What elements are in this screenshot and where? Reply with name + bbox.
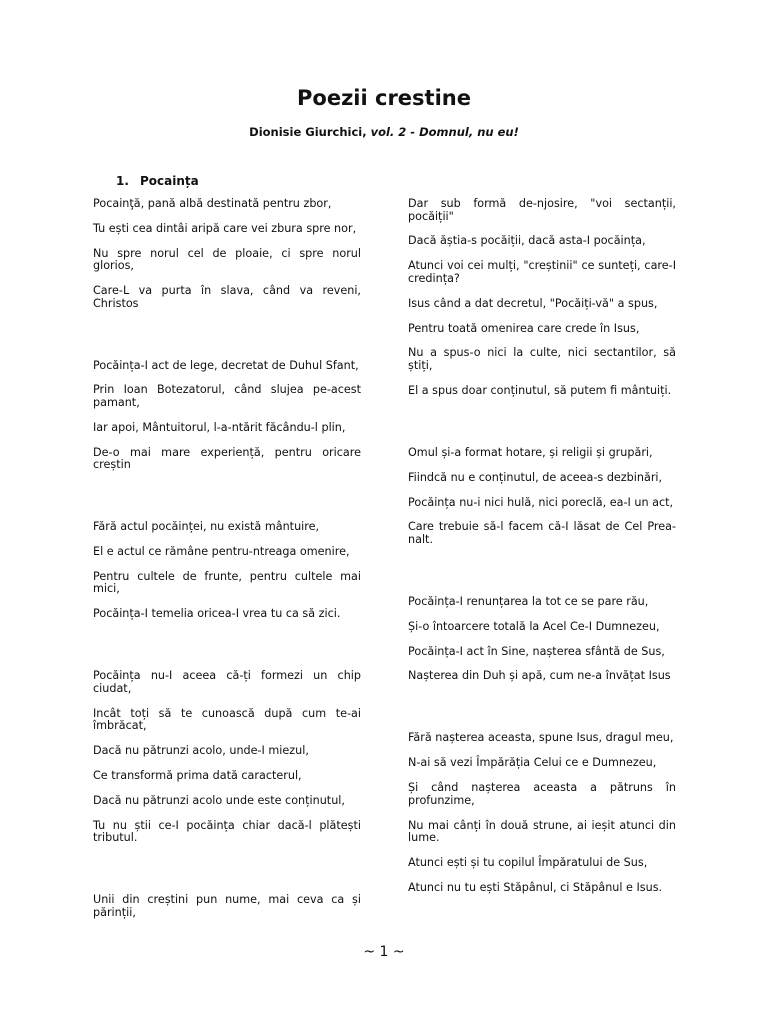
stanza-spacer <box>93 857 361 894</box>
verse-line: Fiindcă nu e conținutul, de aceea-s dezbinări, <box>408 470 663 484</box>
verse-line: Și când nașterea aceasta a pătruns în profunzime, <box>408 781 676 807</box>
section-heading <box>116 174 199 188</box>
stanza <box>408 198 676 397</box>
verse-line: Care-L va purta în slava, când va reveni, Christos <box>93 284 361 310</box>
verse-line: Pocăința nu-I aceea că-ți formezi un chip ciudat, <box>93 669 361 695</box>
stanza <box>93 894 361 919</box>
stanza-spacer <box>408 559 676 596</box>
stanza-spacer <box>93 633 361 670</box>
left-column <box>93 198 361 931</box>
stanza-spacer <box>408 695 676 732</box>
verse-line: De-o mai mare experiență, pentru oricare creștin <box>93 445 361 472</box>
verse-line: Dacă ăștia-s pocăiții, dacă asta-I pocăința, <box>408 234 646 248</box>
verse-line: Omul și-a format hotare, și religii și grupări, <box>408 445 653 459</box>
stanza <box>408 596 676 683</box>
verse-line: Dacă nu pătrunzi acolo, unde-I miezul, <box>93 743 309 757</box>
verse-line: Atunci ești și tu copilul Împăratului de Sus, <box>408 855 648 869</box>
verse-line: Nu a spus-o nici la culte, nici sectantilor, să știți, <box>408 346 676 372</box>
verse-line: Prin Ioan Botezatorul, când slujea pe-acest pamant, <box>93 383 361 409</box>
section-title: Pocaința <box>140 174 199 188</box>
stanza <box>93 198 361 310</box>
section-number: 1. <box>116 174 129 188</box>
stanza <box>93 521 361 621</box>
verse-line: Incât toți să te cunoască după cum te-ai îmbrăcat, <box>93 706 361 733</box>
verse-line: Atunci nu tu ești Stăpânul, ci Stăpânul e Isus. <box>408 880 663 894</box>
verse-line: Dacă nu pătrunzi acolo unde este conținutul, <box>93 793 345 807</box>
verse-line: Pocăința-I act de lege, decretat de Duhul Sfant, <box>93 358 359 372</box>
verse-line: Fără nașterea aceasta, spune Isus, dragul meu, <box>408 731 674 745</box>
subtitle-volume: vol. 2 - Domnul, nu eu! <box>370 125 519 139</box>
stanza <box>408 447 676 547</box>
verse-line: Iar apoi, Mântuitorul, l-a-ntărit făcându-l plin, <box>93 420 346 434</box>
stanza <box>93 670 361 844</box>
verse-line: El e actul ce rămâne pentru-ntreaga omenire, <box>93 545 350 559</box>
stanza <box>408 732 676 894</box>
verse-line: Nu mai cânți în două strune, ai ieșit atunci din lume. <box>408 818 676 845</box>
verse-line: Și-o întoarcere totală la Acel Ce-I Dumnezeu, <box>408 619 660 633</box>
stanza-spacer <box>93 484 361 521</box>
verse-line: Pentru cultele de frunte, pentru cultele mai mici, <box>93 569 361 596</box>
verse-line: Tu nu știi ce-I pocăința chiar dacă-l plătești tributul. <box>93 818 361 845</box>
verse-line: Unii din creștini pun nume, mai ceva ca și părinții, <box>93 893 361 919</box>
right-column <box>408 198 676 907</box>
verse-line: Ce transformă prima dată caracterul, <box>93 768 302 782</box>
verse-line: Pocăința nu-i nici hulă, nici poreclă, ea-I un act, <box>408 495 674 509</box>
verse-line: Tu ești cea dintâi aripă care vei zbura spre nor, <box>93 221 357 235</box>
verse-line: Isus când a dat decretul, "Pocăiți-vă" a spus, <box>408 296 658 310</box>
verse-line: Pocăința-I renunțarea la tot ce se pare rău, <box>408 594 649 608</box>
verse-line: Dar sub formă de-njosire, "voi sectanții, pocăiții" <box>408 197 676 223</box>
stanza-spacer <box>93 323 361 360</box>
verse-line: N-ai să vezi Împărăția Celui ce e Dumnezeu, <box>408 756 657 770</box>
verse-line: Nu spre norul cel de ploaie, ci spre norul glorios, <box>93 246 361 273</box>
verse-line: Nașterea din Duh și apă, cum ne-a învățat Isus <box>408 669 671 683</box>
verse-line: Care trebuie să-l facem că-I lăsat de Cel Prea-nalt. <box>408 520 676 546</box>
verse-line: El a spus doar conținutul, să putem fi mântuiți. <box>408 383 672 397</box>
verse-line: Pocăința-I act în Sine, nașterea sfântă de Sus, <box>408 644 665 658</box>
verse-line: Pocăința-I temelia oricea-I vrea tu ca să zici. <box>93 607 341 621</box>
subtitle-author: Dionisie Giurchici, <box>249 125 371 139</box>
verse-line: Pocainţă, pană albă destinată pentru zbor, <box>93 197 332 210</box>
document-subtitle <box>0 125 768 139</box>
stanza <box>93 360 361 472</box>
document-title: Poezii crestine <box>297 86 471 110</box>
stanza-spacer <box>408 410 676 447</box>
verse-line: Fără actul pocăinței, nu există mântuire, <box>93 520 320 534</box>
verse-line: Atunci voi cei mulți, "creștinii" ce sunteți, care-I credința? <box>408 259 676 285</box>
verse-line: Pentru toată omenirea care crede în Isus, <box>408 321 640 335</box>
page-number: ~ 1 ~ <box>363 944 405 960</box>
